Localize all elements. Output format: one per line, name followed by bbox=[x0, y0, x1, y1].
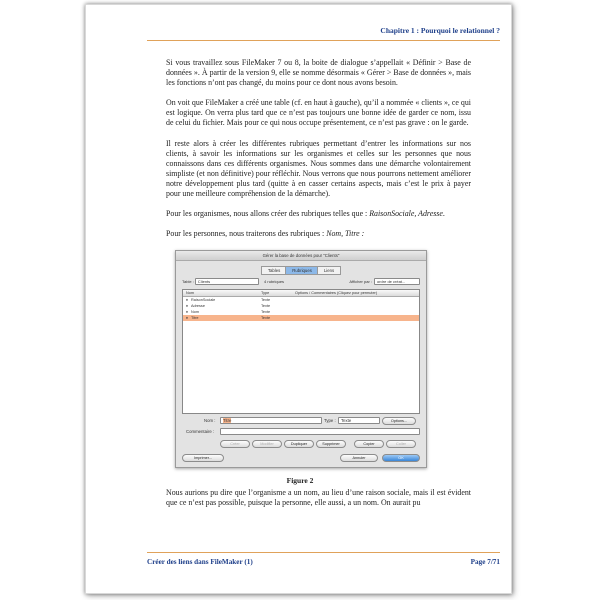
dialog-title: Gérer la base de données pour "Clients" bbox=[176, 251, 426, 261]
paragraph bbox=[166, 209, 471, 219]
field-type: Texte bbox=[261, 298, 271, 302]
duplicate-button[interactable]: Dupliquer bbox=[284, 440, 314, 448]
comment-input[interactable] bbox=[220, 428, 420, 435]
footer-title: Créer des liens dans FileMaker (1) bbox=[147, 558, 253, 566]
view-select[interactable] bbox=[374, 278, 420, 285]
modify-button[interactable]: Modifier bbox=[252, 440, 282, 448]
comment-label: Commentaire : bbox=[186, 429, 215, 434]
field-name: Titre bbox=[191, 316, 199, 320]
row-marker-icon: ♦ bbox=[186, 298, 188, 302]
paragraph-text: Pour les organismes, nous allons créer des rubriques telles que : bbox=[166, 209, 370, 219]
column-name[interactable]: Nom bbox=[186, 290, 195, 295]
field-count: 4 rubriques bbox=[264, 279, 285, 284]
ok-button[interactable]: OK bbox=[382, 454, 420, 462]
page-number: Page 7/71 bbox=[470, 558, 500, 566]
print-button[interactable]: Imprimer... bbox=[182, 454, 224, 462]
list-item-selected[interactable] bbox=[183, 315, 419, 321]
field-name: RaisonSociale bbox=[191, 298, 216, 302]
view-label: Afficher par : bbox=[349, 279, 372, 284]
tab-tables[interactable]: Tables bbox=[261, 266, 287, 275]
cancel-button[interactable]: Annuler bbox=[340, 454, 378, 462]
field-name: Adresse bbox=[191, 304, 205, 308]
body-text bbox=[166, 58, 471, 249]
paste-button[interactable]: Coller bbox=[386, 440, 416, 448]
figure-caption: Figure 2 bbox=[286, 476, 314, 485]
row-marker-icon: ♦ bbox=[186, 310, 188, 314]
field-type: Texte bbox=[261, 304, 271, 308]
field-type: Texte bbox=[261, 316, 271, 320]
tab-rubriques[interactable]: Rubriques bbox=[285, 266, 319, 275]
create-button[interactable]: Créer bbox=[220, 440, 250, 448]
view-select-value: ordre de créat... bbox=[377, 279, 406, 284]
list-header bbox=[183, 290, 419, 297]
page-header bbox=[147, 26, 500, 41]
field-list[interactable] bbox=[182, 289, 420, 414]
type-label: Type : bbox=[324, 418, 336, 423]
paragraph: On voit que FileMaker a créé une table (cf. en haut à gauche), qu’il a nommée « clients », ce qui est logique. On verra plus tard que ce n’est pas toujours une bonne idée de garder ce nom, issu de celui du fichier. Mais pour ce qui nous occupe présentement, ce n’est pas grave : on le garde. bbox=[166, 98, 471, 128]
type-select[interactable] bbox=[338, 417, 380, 424]
paragraph-italic: RaisonSociale, Adresse bbox=[369, 209, 443, 219]
field-name-row bbox=[182, 416, 420, 425]
table-select-value: Clients bbox=[197, 279, 211, 284]
chapter-title: Chapitre 1 : Pourquoi le relationnel ? bbox=[380, 26, 500, 35]
delete-button[interactable]: Supprimer bbox=[316, 440, 346, 448]
field-name: Nom bbox=[191, 310, 200, 314]
copy-button[interactable]: Copier bbox=[354, 440, 384, 448]
table-select[interactable] bbox=[195, 278, 259, 285]
field-type: Texte bbox=[261, 310, 271, 314]
paragraph-italic: Nom, Titre : bbox=[326, 229, 365, 239]
options-button[interactable]: Options... bbox=[382, 417, 416, 425]
tab-liens[interactable]: Liens bbox=[317, 266, 341, 275]
page-footer bbox=[147, 552, 500, 567]
column-type[interactable]: Type bbox=[261, 290, 270, 295]
type-select-value: Texte bbox=[341, 418, 352, 423]
action-buttons bbox=[182, 440, 420, 448]
nom-input[interactable] bbox=[220, 417, 322, 424]
comment-row bbox=[182, 428, 420, 436]
tab-bar bbox=[176, 266, 426, 275]
paragraph-text: Pour les personnes, nous traiterons des rubriques : bbox=[166, 229, 327, 239]
table-selector-row bbox=[182, 278, 420, 286]
nom-input-value: Titre bbox=[223, 418, 232, 423]
table-label: Table : bbox=[182, 279, 194, 284]
paragraph bbox=[166, 229, 471, 239]
column-options[interactable]: Options / Commentaires (Cliquez pour permuter) bbox=[295, 290, 378, 295]
row-marker-icon: ♦ bbox=[186, 316, 188, 320]
nom-label: Nom : bbox=[204, 418, 216, 423]
row-marker-icon: ♦ bbox=[186, 304, 188, 308]
paragraph-text: . bbox=[442, 209, 445, 219]
dialog-screenshot bbox=[175, 250, 427, 468]
paragraph: Il reste alors à créer les différentes rubriques permettant d’entrer les informations sur nos clients, à savoir les informations sur les organismes et celles sur les personnes que nous connaissons dans ces différents organismes. Nous sommes dans une démarche volontairement simpliste (et non définitive) pour réfléchir. Nous verrons que nous pourrons nettement améliorer notre développement plus tard (quitte à en casser certains aspects, mais c’est le prix à payer pour une meilleure compréhension de la démarche). bbox=[166, 138, 471, 199]
paragraph: Si vous travaillez sous FileMaker 7 ou 8, la boite de dialogue s’appellait « Définir > Base de données ». À partir de la version 9, elle se nomme désormais « Gérer > Base de données », mais les fonctions n’ont pas changé, du moins pour ce dont nous avons besoin. bbox=[166, 58, 471, 88]
paragraph: Nous aurions pu dire que l’organisme a un nom, au lieu d’une raison sociale, mais il est évident que ce n’est pas possible, puisque la personne, elle aussi, a un nom. On aurait pu bbox=[166, 488, 471, 508]
